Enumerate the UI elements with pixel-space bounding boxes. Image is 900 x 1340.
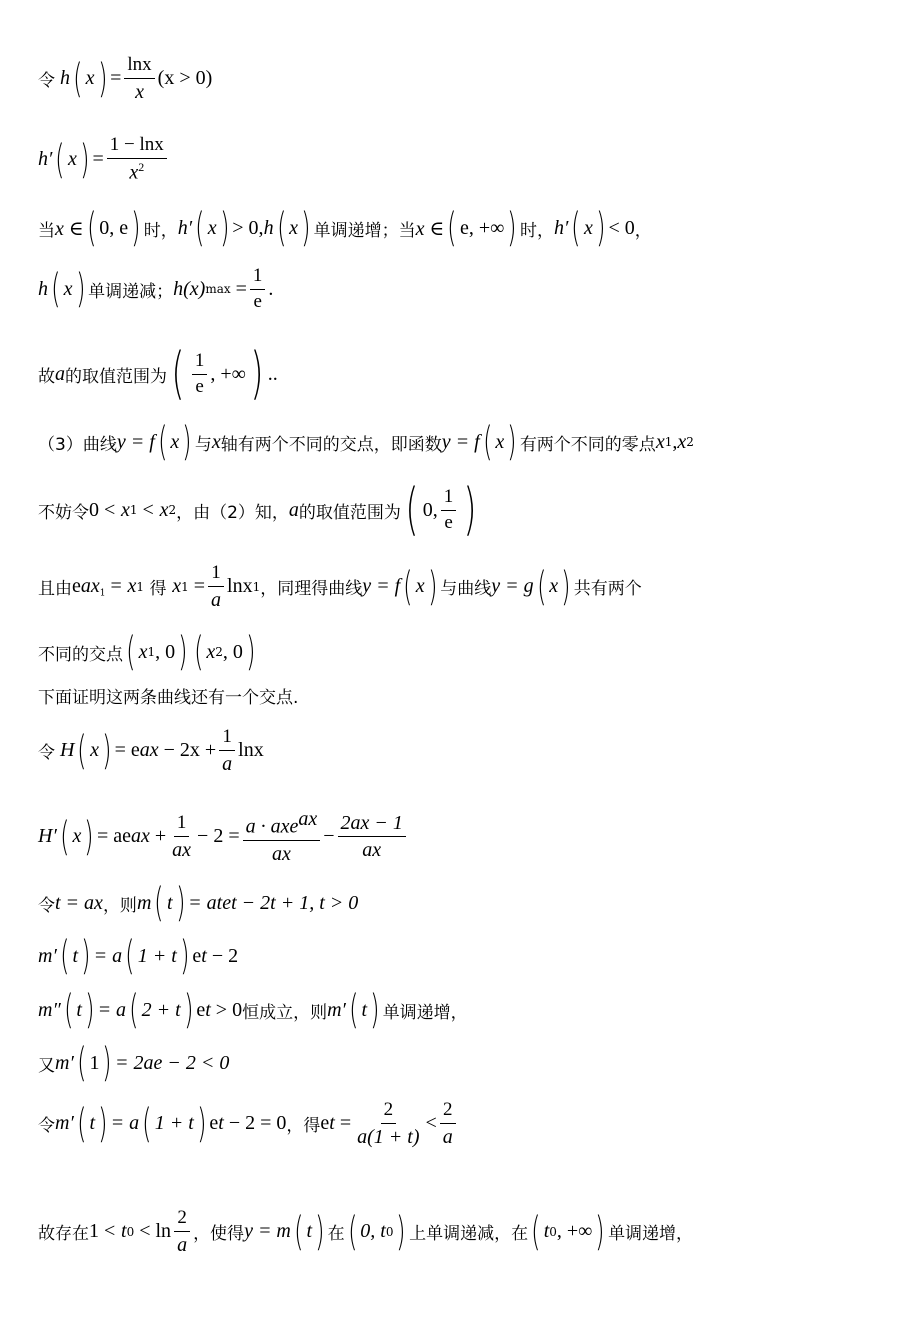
line-12-H-derivative: H′ ( x ) = ae ax + $\frac{1}{ax}$ − 2 = $\frac{a \cdot axe^{ax}}{ax}$ − $\frac{2ax - 1}{ax}$ (38, 808, 409, 865)
line-6-part3: （3）曲线 y = f ( x ) 与 x 轴有两个不同的交点，即函数 y = f ( x ) 有两个不同的零点 x 1 , x 2 (38, 419, 694, 465)
fraction: $\frac{2}{a}$ (174, 1208, 190, 1256)
fraction: $\frac{a \cdot axe^{ax}}{ax}$ (243, 808, 321, 865)
line-4-max: h ( x ) 单调递减； h(x) max = $\frac{1}{e}$ . (38, 265, 274, 313)
line-7-assume: 不妨令 0 < x 1 < x 2 ，由（2）知， a 的取值范围为 ( 0, $\frac{1}{e}$ ) (38, 477, 477, 542)
fraction: $\frac{2}{a(1 + t)}$ (357, 1099, 420, 1148)
line-1-h-definition: 令 h ( x ) = $\frac{\ln x}{x}$ (x > 0) (38, 54, 213, 103)
fraction: $\frac{1}{e}$ (192, 351, 208, 398)
fraction: $\frac{1}{e}$ (250, 266, 266, 313)
line-8-intersections: 且由 e $ax_1$ = x 1 得 x 1 = $\frac{1}{a}$ lnx 1 ，同理得曲线 y = f ( x ) 与曲线 y = g ( x ) 共有两个 (38, 562, 642, 611)
fraction: $\frac{1}{ax}$ (172, 811, 192, 861)
line-16-m-prime-at-1: 又 m′ ( 1 ) = 2ae − 2 < 0 (38, 1040, 230, 1086)
line-3-monotonicity: 当 x ∈ ( 0, e ) 时， h′ ( x ) > 0, h ( x ) 单调递增；当 x ∈ ( e, +∞ ) 时， h′ ( x ) < 0 ， (38, 205, 652, 251)
fraction: $\frac{1}{e}$ (441, 487, 457, 534)
line-17-zero: 令 m′ ( t ) = a ( 1 + t ) e t − 2 = 0 ，得 e t = $\frac{2}{a(1 + t)}$ < $\frac{2}{a}$ (38, 1100, 459, 1148)
fraction: $\frac{1}{a}$ (208, 563, 224, 611)
fraction: $\frac{1}{a}$ (219, 727, 235, 775)
line-2-derivative: h′ ( x ) = $\frac{1 - \ln x}{x^2}$ (38, 135, 170, 184)
line-5-range-a: 故 a 的取值范围为 ( $\frac{1}{e}$ , +∞ ) .. (38, 341, 278, 406)
fraction: $\frac{\ln x}{x}$ (124, 55, 154, 103)
line-9-points: 不同的交点 ( x 1 , 0 ) ( x 2 , 0 ) (38, 629, 256, 675)
fraction: $\frac{2}{a}$ (440, 1100, 456, 1148)
line-18-conclusion: 故存在 1 < t 0 < ln $\frac{2}{a}$ ，使得 y = m ( t ) 在 ( 0, t 0 ) 上单调递减，在 ( t 0 , +∞ ) 单调递增， (38, 1207, 694, 1256)
line-13-substitution: 令 t = ax ，则 m ( t ) = ate t − 2t + 1, t > 0 (38, 880, 359, 926)
fraction: $\frac{1 - \ln x}{x^2}$ (107, 135, 167, 184)
fraction: $\frac{2ax - 1}{ax}$ (338, 812, 406, 861)
line-14-m-prime: m′ ( t ) = a ( 1 + t ) e t − 2 (38, 933, 239, 979)
line-10-statement: 下面证明这两条曲线还有一个交点. (38, 688, 299, 708)
line-15-m-second: m″ ( t ) = a ( 2 + t ) e t > 0 恒成立，则 m′ ( t ) 单调递增， (38, 987, 468, 1033)
line-11-H-definition: 令 H ( x ) = e ax − 2x + $\frac{1}{a}$ lnx (38, 726, 264, 775)
